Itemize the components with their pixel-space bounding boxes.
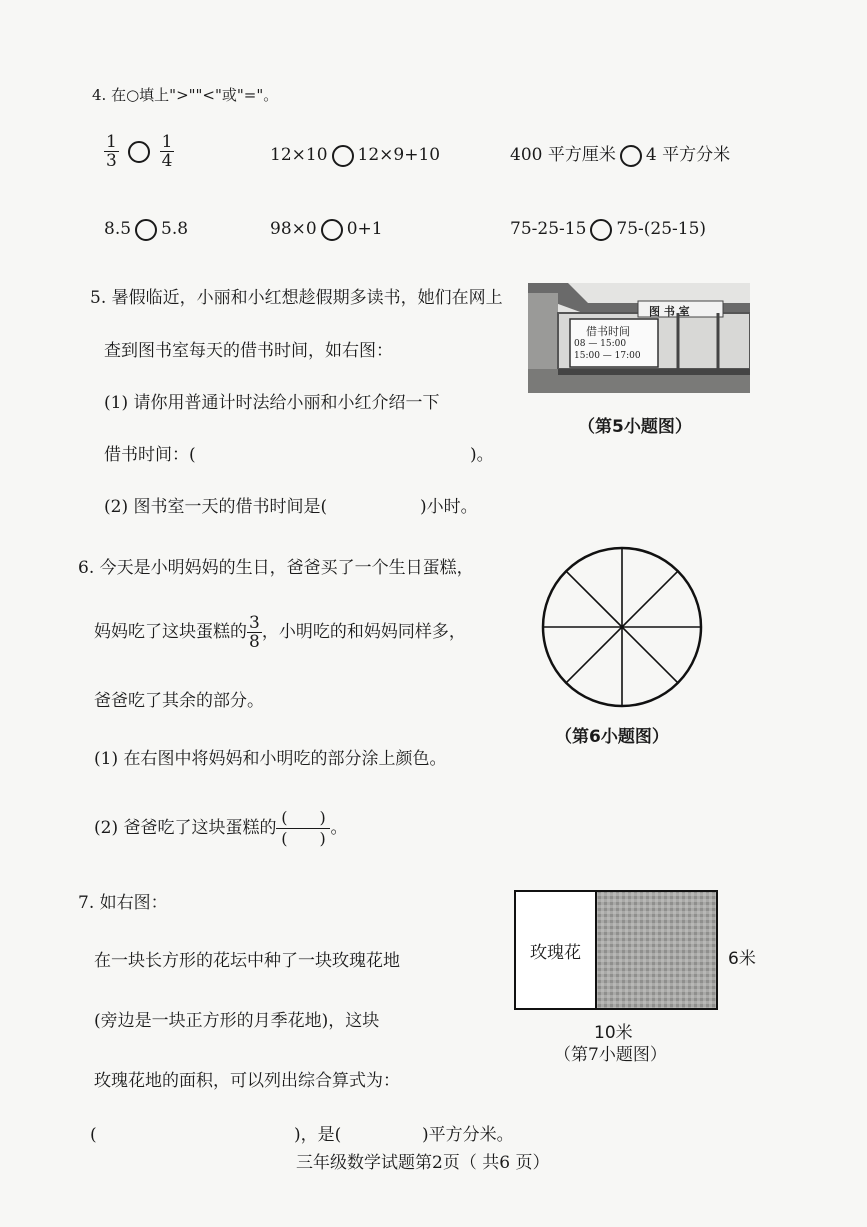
q5-figure-caption: （第5小题图） xyxy=(578,417,692,437)
compare-circle[interactable] xyxy=(620,145,642,167)
cake-slice-line xyxy=(622,571,678,627)
page-footer: 三年级数学试题第2页（ 共6 页） xyxy=(296,1153,550,1173)
library-photo xyxy=(528,283,750,393)
q5-line4-right: )。 xyxy=(470,445,494,465)
q6-figure-caption: （第6小题图） xyxy=(555,727,669,747)
q5-line4-left: 借书时间：( xyxy=(104,445,196,465)
q6-line3: 爸爸吃了其余的部分。 xyxy=(94,691,264,711)
q4-item-decimal-compare: 8.5 5.8 xyxy=(104,219,189,239)
q7-line2: 在一块长方形的花坛中种了一块玫瑰花地 xyxy=(94,951,400,971)
answer-fraction-blank[interactable]: ( ) ( ) xyxy=(276,808,330,849)
q6-line2: 妈妈吃了这块蛋糕的 $\frac{3}{8}$ ，小明吃的和妈妈同样多， xyxy=(94,613,466,652)
q4-item-fraction-compare xyxy=(104,133,174,170)
q7-line5-open: ( xyxy=(90,1125,97,1145)
q5-line3: (1) 请你用普通计时法给小丽和小红介绍一下 xyxy=(104,393,440,413)
q7-line5-end: )平方分米。 xyxy=(422,1125,514,1145)
q5-line5-right: )小时。 xyxy=(420,497,478,517)
cake-slice-line xyxy=(622,627,678,683)
q5-answer-blank-1[interactable] xyxy=(196,462,466,463)
q4-item-zero-compare: 98×0 0+1 xyxy=(270,219,383,239)
q4-item-multiply-compare: 12×10 12×9+10 xyxy=(270,145,441,165)
q7-line1: 7. 如右图： xyxy=(78,893,168,913)
fraction-right: $\frac{1}{4}$ xyxy=(161,132,173,171)
q7-line3: (旁边是一块正方形的月季花地)，这块 xyxy=(94,1011,380,1031)
q5-line2: 查到图书室每天的借书时间，如右图： xyxy=(104,341,393,361)
q7-line5-mid: )，是( xyxy=(294,1125,342,1145)
q6-line1: 6. 今天是小明妈妈的生日，爸爸买了一个生日蛋糕， xyxy=(78,558,474,578)
q7-line4: 玫瑰花地的面积，可以列出综合算式为： xyxy=(94,1071,400,1091)
compare-circle[interactable] xyxy=(590,219,612,241)
library-board-line2: 15:00 — 17:00 xyxy=(574,351,641,361)
library-board-title: 借书时间 xyxy=(586,325,630,338)
q6-line4: (1) 在右图中将妈妈和小明吃的部分涂上颜色。 xyxy=(94,749,447,769)
q5-answer-blank-2[interactable] xyxy=(340,514,418,515)
q7-answer-blank-2[interactable] xyxy=(346,1142,420,1143)
q7-answer-blank-1[interactable] xyxy=(104,1142,290,1143)
q4-item-subtract-compare: 75-25-15 75-(25-15) xyxy=(510,219,707,239)
fraction-three-eighths: $\frac{3}{8}$ xyxy=(249,613,260,652)
rose-label: 玫瑰花 xyxy=(530,943,581,963)
fraction-left: $\frac{1}{3}$ xyxy=(106,132,117,171)
library-sign: 图 书 室 xyxy=(649,305,690,318)
q4-item-area-compare: 400 平方厘米 4 平方分米 xyxy=(510,145,731,165)
q5-line1: 5. 暑假临近，小丽和小红想趁假期多读书，她们在网上 xyxy=(90,288,503,308)
compare-circle[interactable] xyxy=(321,219,343,241)
cake-slice-line xyxy=(566,627,622,683)
q4-title: 4. 在○填上">""<"或"="。 xyxy=(92,86,279,104)
compare-circle[interactable] xyxy=(332,145,354,167)
q5-line5-left: (2) 图书室一天的借书时间是( xyxy=(104,497,328,517)
flowerbed-diagram xyxy=(514,890,718,1010)
library-board-line1: 08 — 15:00 xyxy=(574,339,627,349)
compare-circle[interactable] xyxy=(128,141,150,163)
cake-circle-diagram[interactable] xyxy=(540,545,704,709)
compare-circle[interactable] xyxy=(135,219,157,241)
q6-line5: (2) 爸爸吃了这块蛋糕的 ( ) ( ) 。 xyxy=(94,808,348,848)
width-label: 10米 xyxy=(594,1023,633,1043)
q7-figure-caption: （第7小题图） xyxy=(554,1045,667,1065)
cake-slice-line xyxy=(566,571,622,627)
height-label: 6米 xyxy=(728,949,756,969)
